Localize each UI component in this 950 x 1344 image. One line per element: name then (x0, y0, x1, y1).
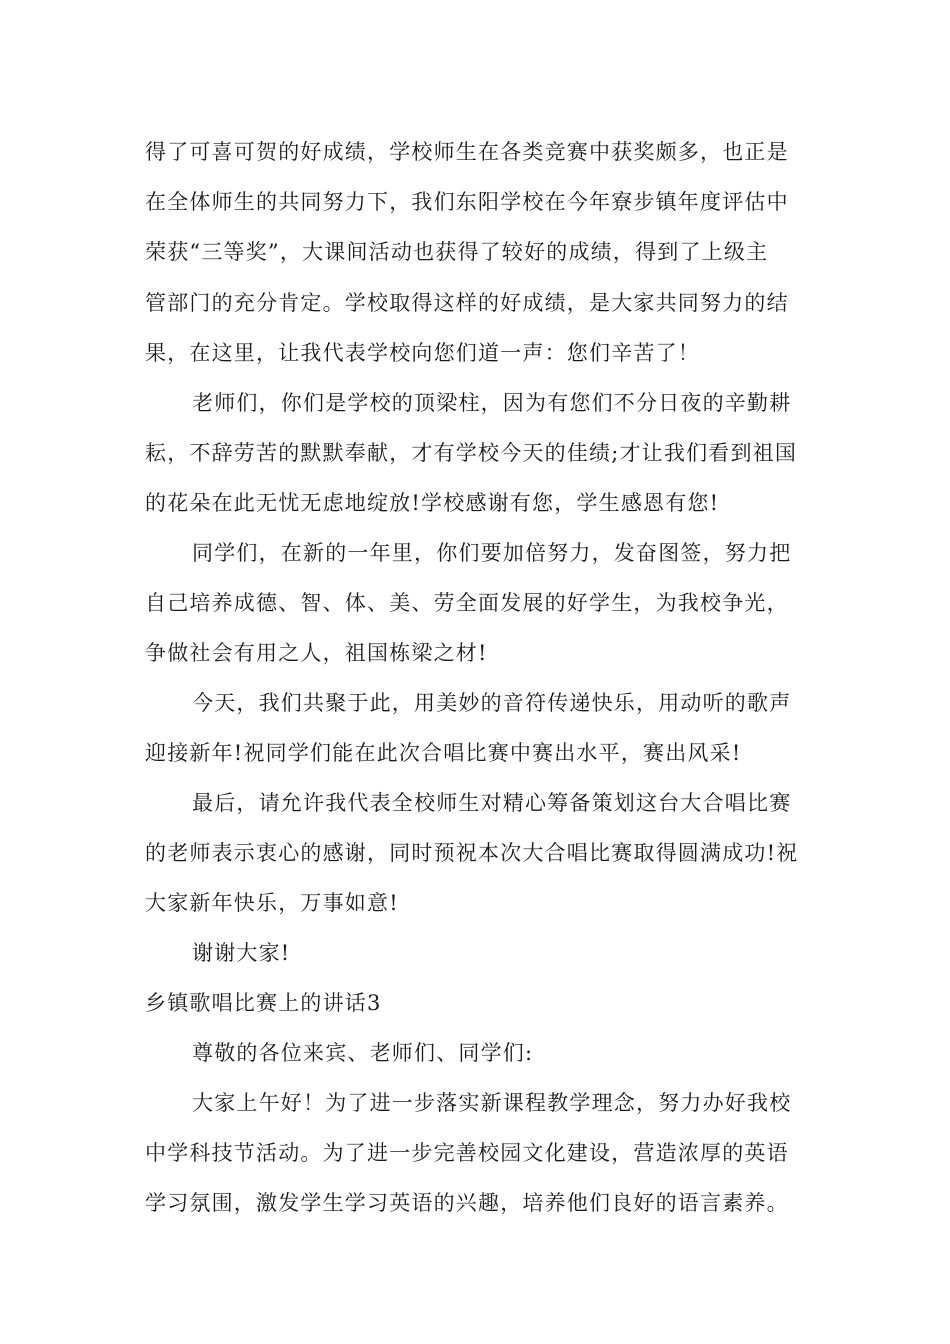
paragraph-line: 耘，不辞劳苦的默默奉献，才有学校今天的佳绩;才让我们看到祖国 (145, 441, 798, 465)
section-heading: 乡镇歌唱比赛上的讲话3 (145, 991, 382, 1015)
paragraph-line: 老师们，你们是学校的顶梁柱，因为有您们不分日夜的辛勤耕 (192, 391, 792, 415)
paragraph-line: 最后，请允许我代表全校师生对精心筹备策划这台大合唱比赛 (192, 791, 792, 815)
paragraph-line: 大家上午好！为了进一步落实新课程教学理念，努力办好我校 (192, 1091, 792, 1115)
paragraph-line: 大家新年快乐，万事如意! (145, 891, 399, 915)
paragraph-line: 自己培养成德、智、体、美、劳全面发展的好学生，为我校争光， (145, 591, 789, 615)
paragraph-line: 的花朵在此无忧无虑地绽放!学校感谢有您，学生感恩有您! (145, 491, 720, 515)
paragraph-line: 中学科技节活动。为了进一步完善校园文化建设，营造浓厚的英语 (145, 1141, 789, 1165)
paragraph-line: 争做社会有用之人，祖国栋梁之材! (145, 641, 488, 665)
paragraph-line: 在全体师生的共同努力下，我们东阳学校在今年寮步镇年度评估中 (145, 190, 789, 214)
paragraph-line: 学习氛围，激发学生学习英语的兴趣，培养他们良好的语言素养。 (145, 1191, 789, 1215)
salutation-line: 尊敬的各位来宾、老师们、同学们: (192, 1041, 534, 1065)
paragraph-line: 同学们，在新的一年里，你们要加倍努力，发奋图签，努力把 (192, 541, 792, 565)
paragraph-line: 谢谢大家! (192, 941, 291, 965)
paragraph-line: 荣获“三等奖”，大课间活动也获得了较好的成绩，得到了上级主 (145, 240, 769, 264)
paragraph-line: 得了可喜可贺的好成绩，学校师生在各类竞赛中获奖颇多，也正是 (145, 140, 789, 164)
paragraph-line: 管部门的充分肯定。学校取得这样的好成绩，是大家共同努力的结 (145, 291, 789, 315)
paragraph-line: 果，在这里，让我代表学校向您们道一声：您们辛苦了！ (145, 341, 700, 365)
paragraph-line: 迎接新年!祝同学们能在此次合唱比赛中赛出水平，赛出风采! (145, 741, 742, 765)
paragraph-line: 的老师表示衷心的感谢，同时预祝本次大合唱比赛取得圆满成功!祝 (145, 841, 799, 865)
paragraph-line: 今天，我们共聚于此，用美妙的音符传递快乐，用动听的歌声 (192, 691, 792, 715)
